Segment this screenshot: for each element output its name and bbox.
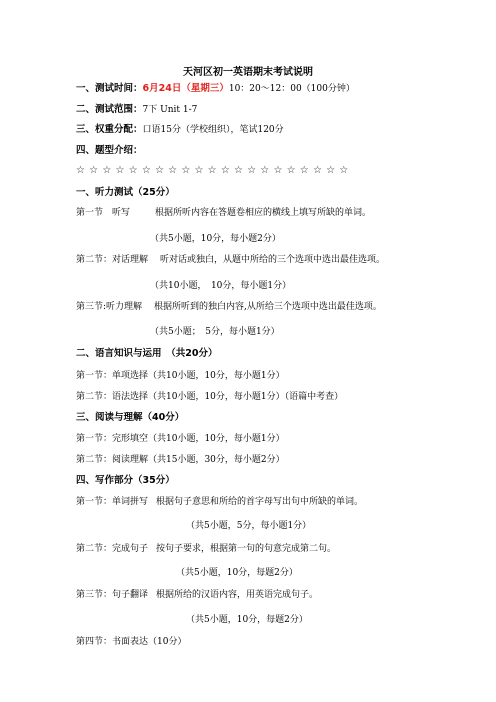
- reading-line-2: 第二节：阅读理解（共15小题，30分，每小题2分）: [76, 455, 285, 465]
- item-note: （共5小题，10分，每题2分）: [186, 615, 308, 625]
- writing-last-line: 第四节：书面表达（10分）: [76, 637, 187, 647]
- item-note: （共5小题，5分，每小题1分）: [186, 521, 312, 531]
- item-desc: 根据所听到的独白内容,从所给三个选项中选出最佳选项。: [154, 302, 382, 312]
- item-note: （共5小题，10分，每小题2分）: [150, 234, 281, 244]
- test-time-line: [76, 83, 355, 95]
- weight-line: [76, 124, 284, 136]
- language-line-2: 第二节：语法选择（共10小题，10分，每小题1分）（语篇中考查）: [76, 392, 344, 402]
- test-date: 6月24日（星期三）: [142, 83, 229, 94]
- question-types-label: 四、题型介绍：: [76, 145, 143, 156]
- weight-label: 三、权重分配：: [76, 124, 143, 135]
- item-name: 第二节：完成句子: [76, 544, 149, 554]
- document-title: 天河区初一英语期末考试说明: [183, 67, 313, 78]
- language-line-1: 第一节：单项选择（共10小题，10分，每小题1分）: [76, 371, 285, 381]
- test-scope-line: [76, 104, 197, 116]
- test-duration: 10：20～12：00（100分钟）: [228, 84, 355, 94]
- writing-heading: 四、写作部分（35分）: [76, 475, 175, 486]
- item-name: 第三节：句子翻译: [76, 590, 149, 600]
- writing-item-2: [76, 543, 336, 555]
- listening-item-2: [76, 254, 385, 266]
- star-divider: ☆☆☆☆☆☆☆☆☆☆☆☆☆☆☆☆☆☆☆☆☆: [76, 165, 353, 176]
- writing-item-3: [76, 589, 318, 601]
- item-desc: 按句子要求，根据第一句的句意完成第二句。: [156, 544, 337, 554]
- listening-item-1: [76, 207, 371, 219]
- listening-heading: 一、听力测试（25分）: [76, 187, 175, 198]
- item-desc: 根据句子意思和所给的首字母写出句中所缺的单词。: [156, 497, 364, 507]
- reading-heading: 三、阅读与理解（40分）: [76, 412, 185, 423]
- reading-line-1: 第一节：完形填空（共10小题，10分，每小题1分）: [76, 434, 285, 444]
- test-time-label: 一、测试时间：: [76, 83, 143, 94]
- test-scope-label: 二、测试范围：: [76, 104, 143, 115]
- item-note: （共5小题； 5分，每小题1分）: [150, 327, 280, 337]
- test-scope-value: 7下 Unit 1-7: [142, 105, 198, 115]
- item-desc: 根据所听内容在答题卷相应的横线上填写所缺的单词。: [155, 208, 372, 218]
- item-note: （共10小题， 10分，每小题1分）: [150, 281, 292, 291]
- item-name: 第二节：对话理解: [76, 255, 149, 265]
- language-heading: 二、语言知识与运用 （共20分）: [76, 348, 218, 359]
- question-types-line: [76, 145, 143, 157]
- item-desc: 根据所给的汉语内容，用英语完成句子。: [156, 590, 319, 600]
- listening-item-3: [76, 301, 382, 313]
- item-name: 第三节:听力理解: [76, 302, 143, 312]
- item-name: 第一节：单词拼写: [76, 497, 149, 507]
- weight-value: 口语15分（学校组织），笔试120分: [142, 125, 284, 135]
- writing-item-1: [76, 496, 363, 508]
- item-name: 第一节 听写: [76, 208, 131, 218]
- item-desc: 听对话或独白，从题中所给的三个选项中选出最佳选项。: [160, 255, 386, 265]
- item-note: （共5小题，10分，每题2分）: [176, 568, 298, 578]
